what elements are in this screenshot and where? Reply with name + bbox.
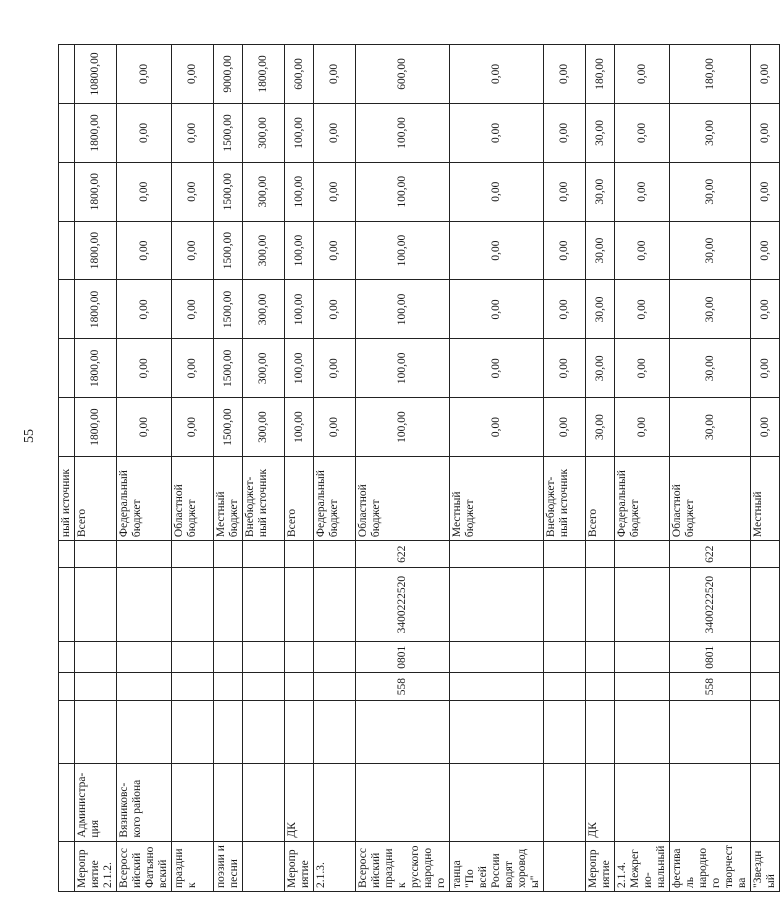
event-cell: Мероприятие 2.1.2.: [75, 841, 117, 891]
rz-cell: [75, 641, 117, 673]
empty-cell: [243, 700, 285, 763]
value-cell: 0,00: [615, 280, 670, 339]
value-cell: 0,00: [172, 45, 214, 104]
empty-cell: [670, 700, 751, 763]
vr-cell: [243, 541, 285, 568]
grbs-cell: [75, 673, 117, 700]
value-cell: 0,00: [450, 221, 544, 280]
value-cell: 300,00: [243, 103, 285, 162]
value-cell: 0,00: [751, 280, 780, 339]
value-cell: 0,00: [450, 280, 544, 339]
value-cell: 0,00: [450, 339, 544, 398]
value-cell: 9000,00: [214, 45, 243, 104]
grbs-cell: [59, 673, 75, 700]
value-cell: 0,00: [450, 45, 544, 104]
value-cell: 100,00: [285, 162, 314, 221]
table-row: [586, 45, 615, 892]
value-cell: 100,00: [285, 398, 314, 457]
vr-cell: [615, 541, 670, 568]
value-cell: [59, 103, 75, 162]
event-cell: [544, 841, 586, 891]
value-cell: 1800,00: [243, 45, 285, 104]
value-cell: 1500,00: [214, 221, 243, 280]
rz-cell: [450, 641, 544, 673]
value-cell: 100,00: [356, 103, 450, 162]
value-cell: 0,00: [450, 398, 544, 457]
value-cell: 0,00: [544, 398, 586, 457]
value-cell: 0,00: [117, 221, 172, 280]
value-cell: 100,00: [356, 280, 450, 339]
executor-cell: [59, 763, 75, 841]
event-cell: поэзии и песни: [214, 841, 243, 891]
value-cell: 0,00: [615, 103, 670, 162]
csr-cell: [117, 568, 172, 642]
table-row: [172, 45, 214, 892]
event-cell: 2.1.3.: [314, 841, 356, 891]
value-cell: 1800,00: [75, 221, 117, 280]
value-cell: 30,00: [670, 398, 751, 457]
grbs-cell: [751, 673, 780, 700]
event-cell: Всероссийский Фатьяновский: [117, 841, 172, 891]
value-cell: 180,00: [586, 45, 615, 104]
value-cell: 0,00: [544, 162, 586, 221]
grbs-cell: [615, 673, 670, 700]
event-cell: "Звездный: [751, 841, 780, 891]
vr-cell: [117, 541, 172, 568]
empty-cell: [59, 700, 75, 763]
value-cell: 0,00: [450, 103, 544, 162]
grbs-cell: [314, 673, 356, 700]
csr-cell: [75, 568, 117, 642]
value-cell: 0,00: [117, 103, 172, 162]
value-cell: 0,00: [314, 398, 356, 457]
executor-cell: [243, 763, 285, 841]
value-cell: 0,00: [314, 221, 356, 280]
empty-cell: [615, 700, 670, 763]
vr-cell: [586, 541, 615, 568]
empty-cell: [450, 700, 544, 763]
table-row: [314, 45, 356, 892]
empty-cell: [75, 700, 117, 763]
event-cell: танца "По всей России водят хороводы": [450, 841, 544, 891]
value-cell: 1500,00: [214, 339, 243, 398]
value-cell: 0,00: [117, 45, 172, 104]
vr-cell: [172, 541, 214, 568]
table-row: [544, 45, 586, 892]
executor-cell: Администра-ция: [75, 763, 117, 841]
value-cell: 0,00: [117, 280, 172, 339]
vr-cell: 622: [356, 541, 450, 568]
value-cell: 30,00: [670, 103, 751, 162]
executor-cell: Вязниковс-кого района: [117, 763, 172, 841]
rz-cell: [586, 641, 615, 673]
value-cell: 100,00: [285, 221, 314, 280]
source-cell: Федеральный бюджет: [615, 457, 670, 541]
empty-cell: [214, 700, 243, 763]
value-cell: 0,00: [172, 162, 214, 221]
executor-cell: [172, 763, 214, 841]
table-row: [243, 45, 285, 892]
value-cell: 600,00: [356, 45, 450, 104]
value-cell: 0,00: [172, 103, 214, 162]
value-cell: 100,00: [356, 162, 450, 221]
value-cell: 0,00: [314, 45, 356, 104]
value-cell: 30,00: [586, 280, 615, 339]
value-cell: 0,00: [314, 339, 356, 398]
rz-cell: 0801: [356, 641, 450, 673]
grbs-cell: [544, 673, 586, 700]
value-cell: 1800,00: [75, 162, 117, 221]
value-cell: 30,00: [586, 398, 615, 457]
executor-cell: [356, 763, 450, 841]
source-cell: Областной бюджет: [356, 457, 450, 541]
value-cell: 0,00: [751, 162, 780, 221]
value-cell: 0,00: [544, 103, 586, 162]
rz-cell: [751, 641, 780, 673]
event-cell: праздник: [172, 841, 214, 891]
grbs-cell: [214, 673, 243, 700]
empty-cell: [751, 700, 780, 763]
table-row: [615, 45, 670, 892]
value-cell: 0,00: [615, 45, 670, 104]
value-cell: 0,00: [172, 221, 214, 280]
csr-cell: [172, 568, 214, 642]
value-cell: [59, 45, 75, 104]
rz-cell: [314, 641, 356, 673]
value-cell: 100,00: [285, 339, 314, 398]
empty-cell: [117, 700, 172, 763]
value-cell: 300,00: [243, 339, 285, 398]
csr-cell: [314, 568, 356, 642]
grbs-cell: [117, 673, 172, 700]
empty-cell: [356, 700, 450, 763]
csr-cell: [450, 568, 544, 642]
value-cell: 1800,00: [75, 339, 117, 398]
table-row: [285, 45, 314, 892]
rz-cell: [214, 641, 243, 673]
source-cell: Местный бюджет: [214, 457, 243, 541]
table-row: [450, 45, 544, 892]
value-cell: 0,00: [751, 398, 780, 457]
value-cell: 0,00: [615, 339, 670, 398]
csr-cell: [214, 568, 243, 642]
table-row: [117, 45, 172, 892]
page-number: 55: [22, 429, 37, 443]
value-cell: 0,00: [751, 339, 780, 398]
vr-cell: 622: [670, 541, 751, 568]
value-cell: 0,00: [172, 398, 214, 457]
value-cell: 100,00: [285, 103, 314, 162]
vr-cell: [751, 541, 780, 568]
event-cell: фестиваль народного творчества: [670, 841, 751, 891]
executor-cell: [615, 763, 670, 841]
source-cell: Местный бюджет: [450, 457, 544, 541]
csr-cell: [285, 568, 314, 642]
value-cell: [59, 162, 75, 221]
value-cell: 100,00: [356, 339, 450, 398]
csr-cell: [751, 568, 780, 642]
table-row: [214, 45, 243, 892]
event-cell: 2.1.4. Межрегио-нальный: [615, 841, 670, 891]
source-cell: Всего: [75, 457, 117, 541]
value-cell: 1800,00: [75, 103, 117, 162]
source-cell: Внебюджет-ный источник: [243, 457, 285, 541]
value-cell: 0,00: [544, 221, 586, 280]
csr-cell: [544, 568, 586, 642]
vr-cell: [75, 541, 117, 568]
table-row: [356, 45, 450, 892]
grbs-cell: [450, 673, 544, 700]
source-cell: Внебюджет-ный источник: [544, 457, 586, 541]
csr-cell: [243, 568, 285, 642]
table-row: [670, 45, 751, 892]
rz-cell: [243, 641, 285, 673]
empty-cell: [285, 700, 314, 763]
executor-cell: [214, 763, 243, 841]
value-cell: 0,00: [615, 221, 670, 280]
csr-cell: 3400222520: [356, 568, 450, 642]
value-cell: 0,00: [544, 339, 586, 398]
value-cell: 100,00: [285, 280, 314, 339]
vr-cell: [285, 541, 314, 568]
value-cell: 30,00: [586, 339, 615, 398]
table-row: [75, 45, 117, 892]
source-cell: Федеральный бюджет: [314, 457, 356, 541]
value-cell: 30,00: [670, 280, 751, 339]
grbs-cell: [285, 673, 314, 700]
grbs-cell: 558: [670, 673, 751, 700]
value-cell: 30,00: [670, 162, 751, 221]
value-cell: 1500,00: [214, 280, 243, 339]
rz-cell: [544, 641, 586, 673]
event-cell: Всероссийский праздник русского народного: [356, 841, 450, 891]
value-cell: 30,00: [586, 221, 615, 280]
value-cell: 300,00: [243, 398, 285, 457]
value-cell: 30,00: [586, 162, 615, 221]
value-cell: 0,00: [450, 162, 544, 221]
executor-cell: [670, 763, 751, 841]
budget-table: [58, 44, 780, 892]
value-cell: 0,00: [314, 103, 356, 162]
event-cell: Мероприятие: [285, 841, 314, 891]
value-cell: 300,00: [243, 221, 285, 280]
value-cell: 1500,00: [214, 398, 243, 457]
source-cell: ный источник: [59, 457, 75, 541]
grbs-cell: [243, 673, 285, 700]
table-row: [751, 45, 780, 892]
source-cell: Всего: [285, 457, 314, 541]
vr-cell: [214, 541, 243, 568]
vr-cell: [450, 541, 544, 568]
csr-cell: [59, 568, 75, 642]
empty-cell: [544, 700, 586, 763]
value-cell: 1500,00: [214, 103, 243, 162]
value-cell: 30,00: [670, 221, 751, 280]
csr-cell: [615, 568, 670, 642]
value-cell: 0,00: [544, 280, 586, 339]
value-cell: 0,00: [172, 339, 214, 398]
source-cell: Местный: [751, 457, 780, 541]
value-cell: 0,00: [615, 398, 670, 457]
csr-cell: [586, 568, 615, 642]
source-cell: Всего: [586, 457, 615, 541]
value-cell: [59, 280, 75, 339]
rz-cell: [117, 641, 172, 673]
value-cell: 180,00: [670, 45, 751, 104]
value-cell: 10800,00: [75, 45, 117, 104]
rz-cell: [59, 641, 75, 673]
executor-cell: [544, 763, 586, 841]
value-cell: 0,00: [544, 45, 586, 104]
value-cell: 0,00: [172, 280, 214, 339]
grbs-cell: 558: [356, 673, 450, 700]
executor-cell: [751, 763, 780, 841]
rz-cell: [172, 641, 214, 673]
value-cell: 30,00: [586, 103, 615, 162]
event-cell: [59, 841, 75, 891]
grbs-cell: [586, 673, 615, 700]
source-cell: Областной бюджет: [172, 457, 214, 541]
executor-cell: ДК: [285, 763, 314, 841]
executor-cell: ДК: [586, 763, 615, 841]
value-cell: 100,00: [356, 221, 450, 280]
rz-cell: [615, 641, 670, 673]
empty-cell: [314, 700, 356, 763]
value-cell: 0,00: [314, 162, 356, 221]
value-cell: 0,00: [117, 398, 172, 457]
value-cell: 100,00: [356, 398, 450, 457]
source-cell: Федеральный бюджет: [117, 457, 172, 541]
value-cell: 300,00: [243, 162, 285, 221]
vr-cell: [314, 541, 356, 568]
value-cell: 0,00: [117, 339, 172, 398]
value-cell: 600,00: [285, 45, 314, 104]
value-cell: 1800,00: [75, 398, 117, 457]
grbs-cell: [172, 673, 214, 700]
value-cell: 30,00: [670, 339, 751, 398]
empty-cell: [172, 700, 214, 763]
vr-cell: [59, 541, 75, 568]
value-cell: 0,00: [314, 280, 356, 339]
vr-cell: [544, 541, 586, 568]
value-cell: 1800,00: [75, 280, 117, 339]
value-cell: 0,00: [615, 162, 670, 221]
value-cell: 0,00: [117, 162, 172, 221]
csr-cell: 3400222520: [670, 568, 751, 642]
rotated-table-sheet: [58, 44, 777, 892]
value-cell: 0,00: [751, 103, 780, 162]
executor-cell: [450, 763, 544, 841]
value-cell: 1500,00: [214, 162, 243, 221]
value-cell: [59, 398, 75, 457]
table-row: [59, 45, 75, 892]
value-cell: 300,00: [243, 280, 285, 339]
value-cell: [59, 221, 75, 280]
executor-cell: [314, 763, 356, 841]
rz-cell: 0801: [670, 641, 751, 673]
value-cell: 0,00: [751, 221, 780, 280]
value-cell: 0,00: [751, 45, 780, 104]
empty-cell: [586, 700, 615, 763]
value-cell: [59, 339, 75, 398]
source-cell: Областной бюджет: [670, 457, 751, 541]
event-cell: Мероприятие: [586, 841, 615, 891]
event-cell: [243, 841, 285, 891]
rz-cell: [285, 641, 314, 673]
